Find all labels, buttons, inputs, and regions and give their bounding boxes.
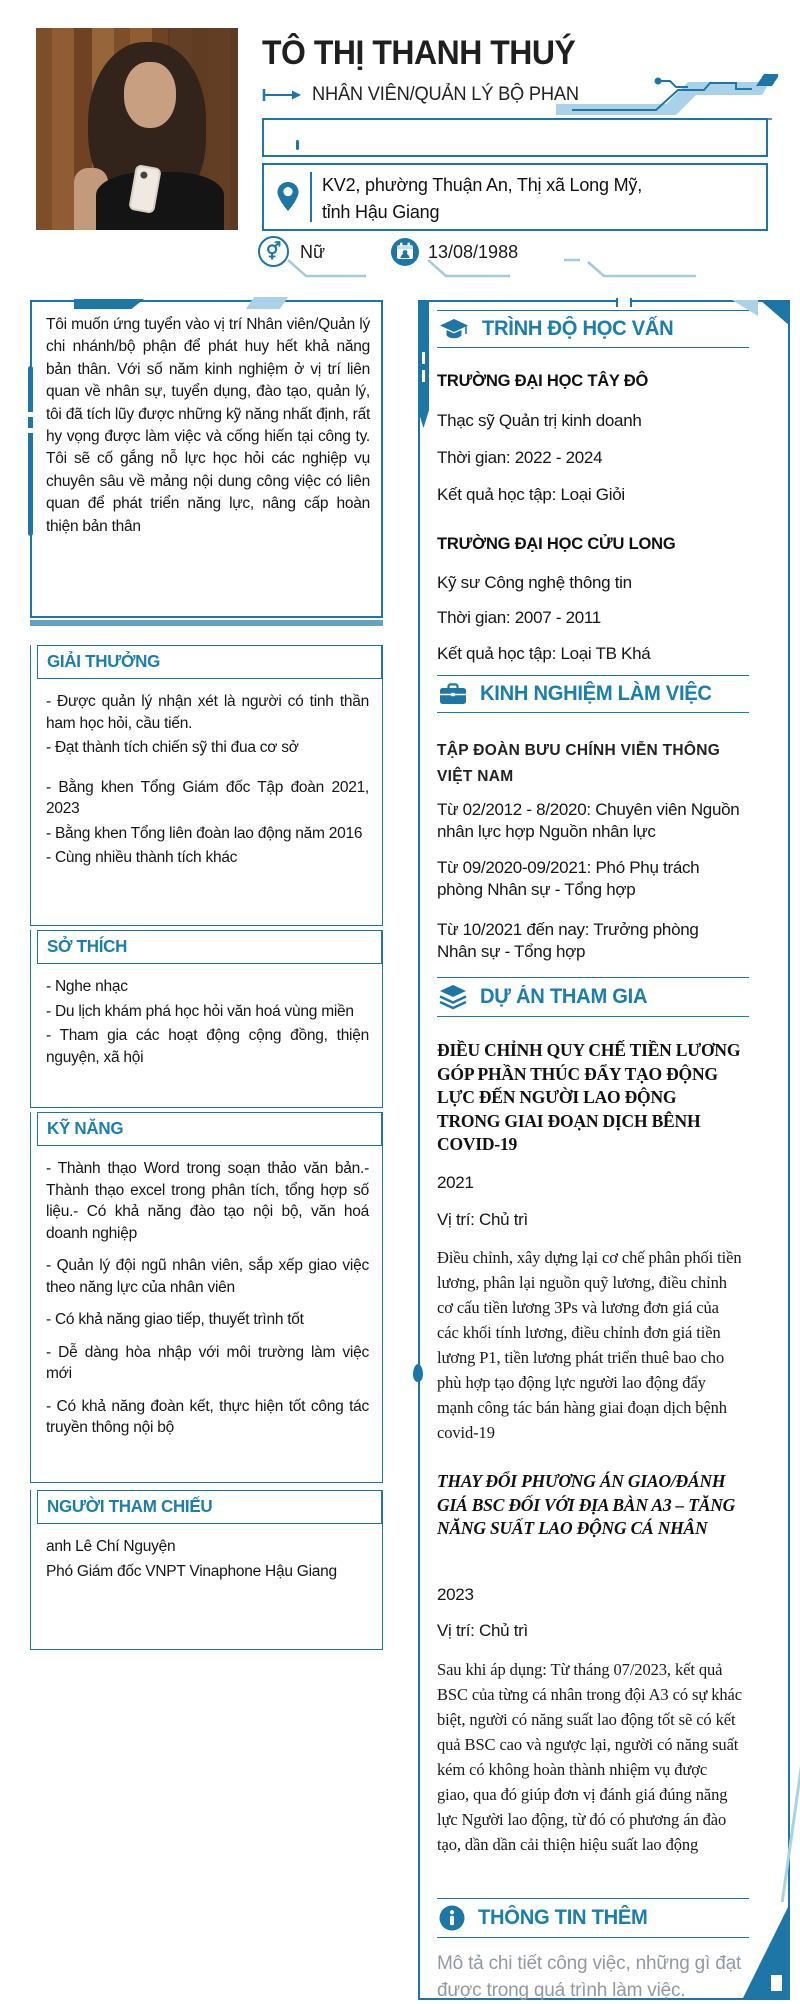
references-title: NGƯỜI THAM CHIẾU [47,1496,213,1516]
photo-body [96,172,224,230]
birthday-value: 13/08/1988 [428,242,519,262]
section-skills [30,1112,383,1483]
hobby-item: - Du lịch khám phá học hỏi văn hoá vùng miền [46,1002,354,1020]
address-line-2: tỉnh Hậu Giang [322,202,440,222]
award-item: - Đạt thành tích chiến sỹ thi đua cơ sở [46,739,299,756]
project-year: 2021 [437,1173,474,1192]
references-content [31,1524,382,1582]
project-description: Sau khi áp dụng: Từ tháng 07/2023, kết quả BSC của từng cá nhân trong đội A3 có sự khác biệt, người có năng suất lao động tốt sẽ có kết quả BSC cao và ngược lại, người có năng suất kém có không hoàn thành nhiệm vụ được giao, qua đó giúp đơn vị đánh giá đúng năng lực Người lao động, từ đó có phương án đào tạo, dần dần cải thiện hiệu suất lao động [437,1660,742,1854]
projects-header [437,977,749,1017]
hobbies-title: SỞ THÍCH [47,936,128,956]
school-result: Kết quả học tập: Loại Giỏi [437,485,625,504]
gender-value: Nữ [300,242,326,262]
project-year: 2023 [437,1585,474,1604]
hobbies-header [37,930,382,964]
section-references [30,1490,383,1650]
profile-photo [36,28,238,230]
school-time: Thời gian: 2022 - 2024 [437,448,603,467]
objective-box [30,300,383,618]
skill-item: - Thành thạo Word trong soạn thảo văn bản.- Thành thạo excel trong phân tích, tổng hợp số liệu.- Có khả năng đào tạo nội bộ, văn hoá doanh nghiệp [46,1160,369,1242]
school-time: Thời gian: 2007 - 2011 [437,608,601,627]
project-position: Vị trí: Chủ trì [437,1210,528,1229]
award-item: - Bằng khen Tổng Giám đốc Tập đoàn 2021, 2023 [46,778,369,817]
skill-item: - Có khả năng đoàn kết, thực hiện tốt công tác truyền thông nội bộ [46,1397,369,1436]
experience-title: KINH NGHIỆM LÀM VIỆC [480,682,712,705]
page-title: TÔ THỊ THANH THUÝ [262,34,576,72]
school-degree: Kỹ sư Công nghệ thông tin [437,573,632,592]
job-title: NHÂN VIÊN/QUẢN LÝ BỘ PHAN [312,84,579,105]
projects-title: DỰ ÁN THAM GIA [480,985,648,1008]
address-line-1: KV2, phường Thuận An, Thị xã Long Mỹ, [322,175,642,195]
frame-left-accent [418,300,429,428]
hobby-item: - Nghe nhạc [46,978,128,995]
objective-decoration-gap [27,428,34,433]
objective-decoration-slash [246,297,288,309]
section-awards [30,645,383,926]
address-box [262,163,768,231]
skill-item: - Quản lý đội ngũ nhân viên, sắp xếp giao việc theo năng lực của nhân viên [46,1257,369,1296]
reference-name: anh Lê Chí Nguyện [46,1538,176,1555]
address-text [322,172,758,226]
hobby-item: - Tham gia các hoạt động cộng đồng, thiện nguyện, xã hội [46,1027,369,1066]
objective-decoration-gap [27,412,34,417]
company-name: TẬP ĐOÀN BƯU CHÍNH VIỄN THÔNG VIỆT NAM [437,742,721,785]
gender-icon: ⚥ [258,236,289,267]
layers-icon [439,984,467,1010]
location-pin-icon [276,181,300,213]
info-icon [439,1905,465,1931]
reference-position: Phó Giám đốc VNPT Vinaphone Hậu Giang [46,1562,337,1580]
award-item: - Cùng nhiều thành tích khác [46,849,238,866]
more-info-title: THÔNG TIN THÊM [478,1906,648,1929]
experience-header [437,675,749,713]
project-position: Vị trí: Chủ trì [437,1621,528,1640]
frame-edge-decoration [781,1742,800,1902]
school-name: TRƯỜNG ĐẠI HỌC TÂY ĐÔ [437,372,649,390]
right-column-frame [418,300,790,2000]
awards-header [37,645,382,679]
awards-title: GIẢI THƯỞNG [47,651,161,671]
skills-title: KỸ NĂNG [47,1118,124,1138]
connector-lines [258,256,708,282]
frame-corner-decoration [760,300,790,326]
photo-face [124,62,176,128]
skill-item: - Dễ dàng hòa nhập với môi trường làm việc mới [46,1343,369,1382]
project-description: Điều chỉnh, xây dựng lại cơ chế phân phối tiền lương, phân lại nguồn quỹ lương, điều chỉnh cơ cấu tiền lương 3Ps và lương đơn giá của các khối tính lương, điều chỉnh đơn giá tiền lương P1, tiền lương phát triển thuê bao cho phù hợp tạo động lực người lao động đẩy mạnh công tác bán hàng giai đoạn dịch bệnh covid-19 [437,1248,742,1442]
school-name: TRƯỜNG ĐẠI HỌC CỬU LONG [437,535,676,553]
objective-decoration-bracket [28,366,33,536]
hobbies-list [31,964,382,1068]
arrow-right-icon [262,87,302,103]
role-item: Từ 10/2021 đến nay: Trưởng phòng Nhân sự - Tổng hợp [437,920,699,961]
project-name: ĐIỀU CHỈNH QUY CHẾ TIỀN LƯƠNG GÓP PHẦN THÚC ĐẨY TẠO ĐỘNG LỰC ĐẾN NGƯỜI LAO ĐỘNG TRONG GIAI ĐOẠN DỊCH BÊNH COVID-19 [437,1040,741,1154]
frame-top-notch [616,298,632,307]
more-info-header [437,1898,749,1938]
education-title: TRÌNH ĐỘ HỌC VẤN [482,317,674,340]
graduation-cap-icon [439,317,469,341]
awards-list [31,679,382,869]
skill-item: - Có khả năng giao tiếp, thuyết trình tốt [46,1311,304,1328]
references-header [37,1490,382,1524]
award-item: - Bằng khen Tổng liên đoàn lao động năm 2016 [46,824,363,842]
frame-drop-decoration [413,1364,423,1382]
section-hobbies [30,930,383,1108]
briefcase-icon [439,682,467,706]
education-header [437,310,749,348]
award-item: - Được quản lý nhận xét là người có tinh thần ham học hỏi, cầu tiến. [46,693,369,732]
contact-box [262,118,768,157]
objective-divider-bar [30,620,383,626]
objective-decoration-tab [74,299,144,309]
role-item: Từ 02/2012 - 8/2020: Chuyên viên Nguồn nhân lực hợp Nguồn nhân lực [437,800,740,841]
contact-box-mark [296,140,299,150]
role-item: Từ 09/2020-09/2021: Phó Phụ trách phòng Nhân sự - Tổng hợp [437,858,700,899]
more-info-placeholder: Mô tả chi tiết công việc, những gì đạt được trong quá trình làm việc. [437,1953,742,2001]
address-divider [310,172,312,222]
frame-bottom-corner-decoration [742,1903,790,2000]
project-name: THAY ĐỔI PHƯƠNG ÁN GIAO/ĐÁNH GIÁ BSC ĐỐI VỚI ĐỊA BÀN A3 – TĂNG NĂNG SUẤT LAO ĐỘNG CÁ NHÂN [437,1471,736,1538]
school-result: Kết quả học tập: Loại TB Khá [437,644,651,663]
skills-header [37,1112,382,1146]
objective-text: Tôi muốn ứng tuyển vào vị trí Nhân viên/Quản lý chi nhánh/bộ phận để phát huy hết khả năng bản thân. Với số năm kinh nghiệm ở vị trí liên quan về nhân sự, tuyển dụng, đào tạo, quản lý, tôi đã tích lũy được những kỹ năng nhất định, rất hy vọng được làm việc và cống hiến tại công ty. Tôi sẽ cố gắng nỗ lực học hỏi các nghiệp vụ chuyên sâu về mảng nội dung công việc có liên quan để phát triển năng lực, nâng cấp hoàn thiện bản thân [46,316,370,535]
skills-list [31,1146,382,1439]
school-degree: Thạc sỹ Quản trị kinh doanh [437,411,642,430]
